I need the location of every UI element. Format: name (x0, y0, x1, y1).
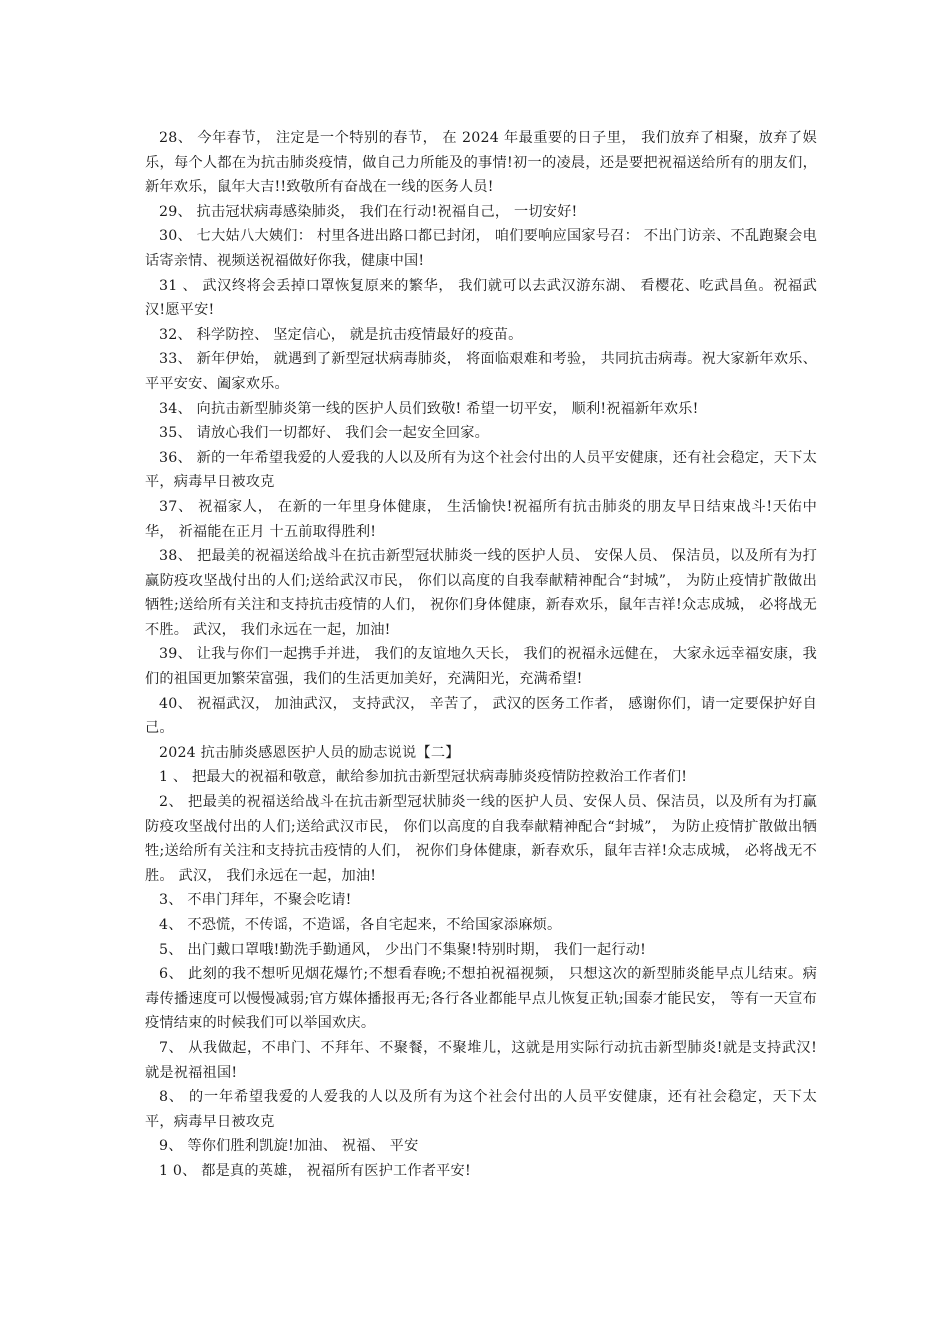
paragraph-2-9: 9、 等你们胜利凯旋!加油、 祝福、 平安 (159, 1138, 419, 1155)
paragraph-36: 36、 新的一年希望我爱的人爱我的人以及所有为这个社会付出的人员平安健康，还有社会稳定，天下太平，病毒早日被攻克 (145, 449, 817, 491)
paragraph-37: 37、 祝福家人， 在新的一年里身体健康， 生活愉快!祝福所有抗击肺炎的朋友早日结束战斗!天佑中华， 祈福能在正月 十五前取得胜利! (145, 498, 817, 540)
paragraph-2-7: 7、 从我做起，不串门、不拜年、不聚餐，不聚堆儿，这就是用实际行动抗击新型肺炎!就是支持武汉!就是祝福祖国! (145, 1039, 817, 1081)
paragraph-2-2: 2、 把最美的祝福送给战斗在抗击新型冠状肺炎一线的医护人员、安保人员、保洁员，以及所有为打赢防疫攻坚战付出的人们;送给武汉市民， 你们以高度的自我奉献精神配合“封城”， 为防止疫情扩散做出牺牲;送给所有关注和支持抗击疫情的人们， 祝你们身体健康，新春欢乐，鼠年吉祥!众志成城， 必将战无不胜。 武汉， 我们永远在一起，加油! (145, 794, 817, 884)
paragraph-38: 38、 把最美的祝福送给战斗在抗击新型冠状肺炎一线的医护人员、 安保人员、 保洁员，以及所有为打赢防疫攻坚战付出的人们;送给武汉市民， 你们以高度的自我奉献精神配合“封城”， 为防止疫情扩散做出牺牲;送给所有关注和支持抗击疫情的人们， 祝你们身体健康，新春欢乐，鼠年吉祥!众志成城， 必将战无不胜。 武汉， 我们永远在一起，加油! (145, 548, 817, 638)
paragraph-34: 34、 向抗击新型肺炎第一线的医护人员们致敬! 希望一切平安， 顺利!祝福新年欢乐! (159, 400, 699, 417)
paragraph-2-6: 6、 此刻的我不想听见烟花爆竹;不想看春晚;不想拍祝福视频， 只想这次的新型肺炎能早点儿结束。病毒传播速度可以慢慢减弱;官方媒体播报再无;各行各业都能早点儿恢复正轨;国泰才能民安， 等有一天宣布疫情结束的时候我们可以举国欢庆。 (145, 966, 817, 1032)
paragraph-2-1: 1 、 把最大的祝福和敬意，献给参加抗击新型冠状病毒肺炎疫情防控救治工作者们! (159, 769, 688, 786)
paragraph-30: 30、 七大姑八大姨们： 村里各进出路口都已封闭， 咱们要响应国家号召： 不出门访亲、不乱跑聚会电话寄亲情、视频送祝福做好你我，健康中国! (145, 228, 817, 269)
paragraph-2-10: 1 0、 都是真的英雄， 祝福所有医护工作者平安! (159, 1162, 471, 1179)
paragraph-28: 28、 今年春节， 注定是一个特别的春节， 在 2024 年最重要的日子里， 我们放弃了相聚，放弃了娱乐，每个人都在为抗击肺炎疫情，做自己力所能及的事情!初一的凌晨，还是要把祝福送给所有的朋友们，新年欢乐，鼠年大吉!!致敬所有奋战在一线的医务人员! (145, 130, 817, 196)
paragraph-40: 40、 祝福武汉， 加油武汉， 支持武汉， 辛苦了， 武汉的医务工作者， 感谢你们，请一定要保护好自己。 (145, 695, 817, 737)
paragraph-2-8: 8、 的一年希望我爱的人爱我的人以及所有为这个社会付出的人员平安健康，还有社会稳定，天下太平，病毒早日被攻克 (145, 1089, 817, 1130)
paragraph-31: 31 、 武汉终将会丢掉口罩恢复原来的繁华， 我们就可以去武汉游东湖、 看樱花、吃武昌鱼。祝福武汉!愿平安! (145, 277, 817, 319)
paragraph-33: 33、 新年伊始， 就遇到了新型冠状病毒肺炎， 将面临艰难和考验， 共同抗击病毒。祝大家新年欢乐、平平安安、阖家欢乐。 (145, 351, 817, 392)
paragraph-32: 32、 科学防控、 坚定信心， 就是抗击疫情最好的疫苗。 (159, 326, 523, 343)
paragraph-39: 39、 让我与你们一起携手并进， 我们的友谊地久天长， 我们的祝福永远健在， 大家永远幸福安康，我们的祖国更加繁荣富强，我们的生活更加美好，充满阳光，充满希望! (145, 646, 817, 688)
paragraph-2-3: 3、 不串门拜年，不聚会吃请! (159, 892, 352, 909)
paragraph-29: 29、 抗击冠状病毒感染肺炎， 我们在行动!祝福自己， 一切安好! (159, 203, 578, 220)
paragraph-35: 35、 请放心我们一切都好、 我们会一起安全回家。 (159, 425, 490, 442)
paragraph-2-5: 5、 出门戴口罩哦!勤洗手勤通风， 少出门不集聚!特别时期， 我们一起行动! (159, 941, 647, 958)
document-body (145, 126, 817, 1184)
paragraph-2-4: 4、 不恐慌，不传谣，不造谣，各自宅起来，不给国家添麻烦。 (159, 917, 562, 933)
section-heading: 2024 抗击肺炎感恩医护人员的励志说说【二】 (159, 744, 460, 761)
